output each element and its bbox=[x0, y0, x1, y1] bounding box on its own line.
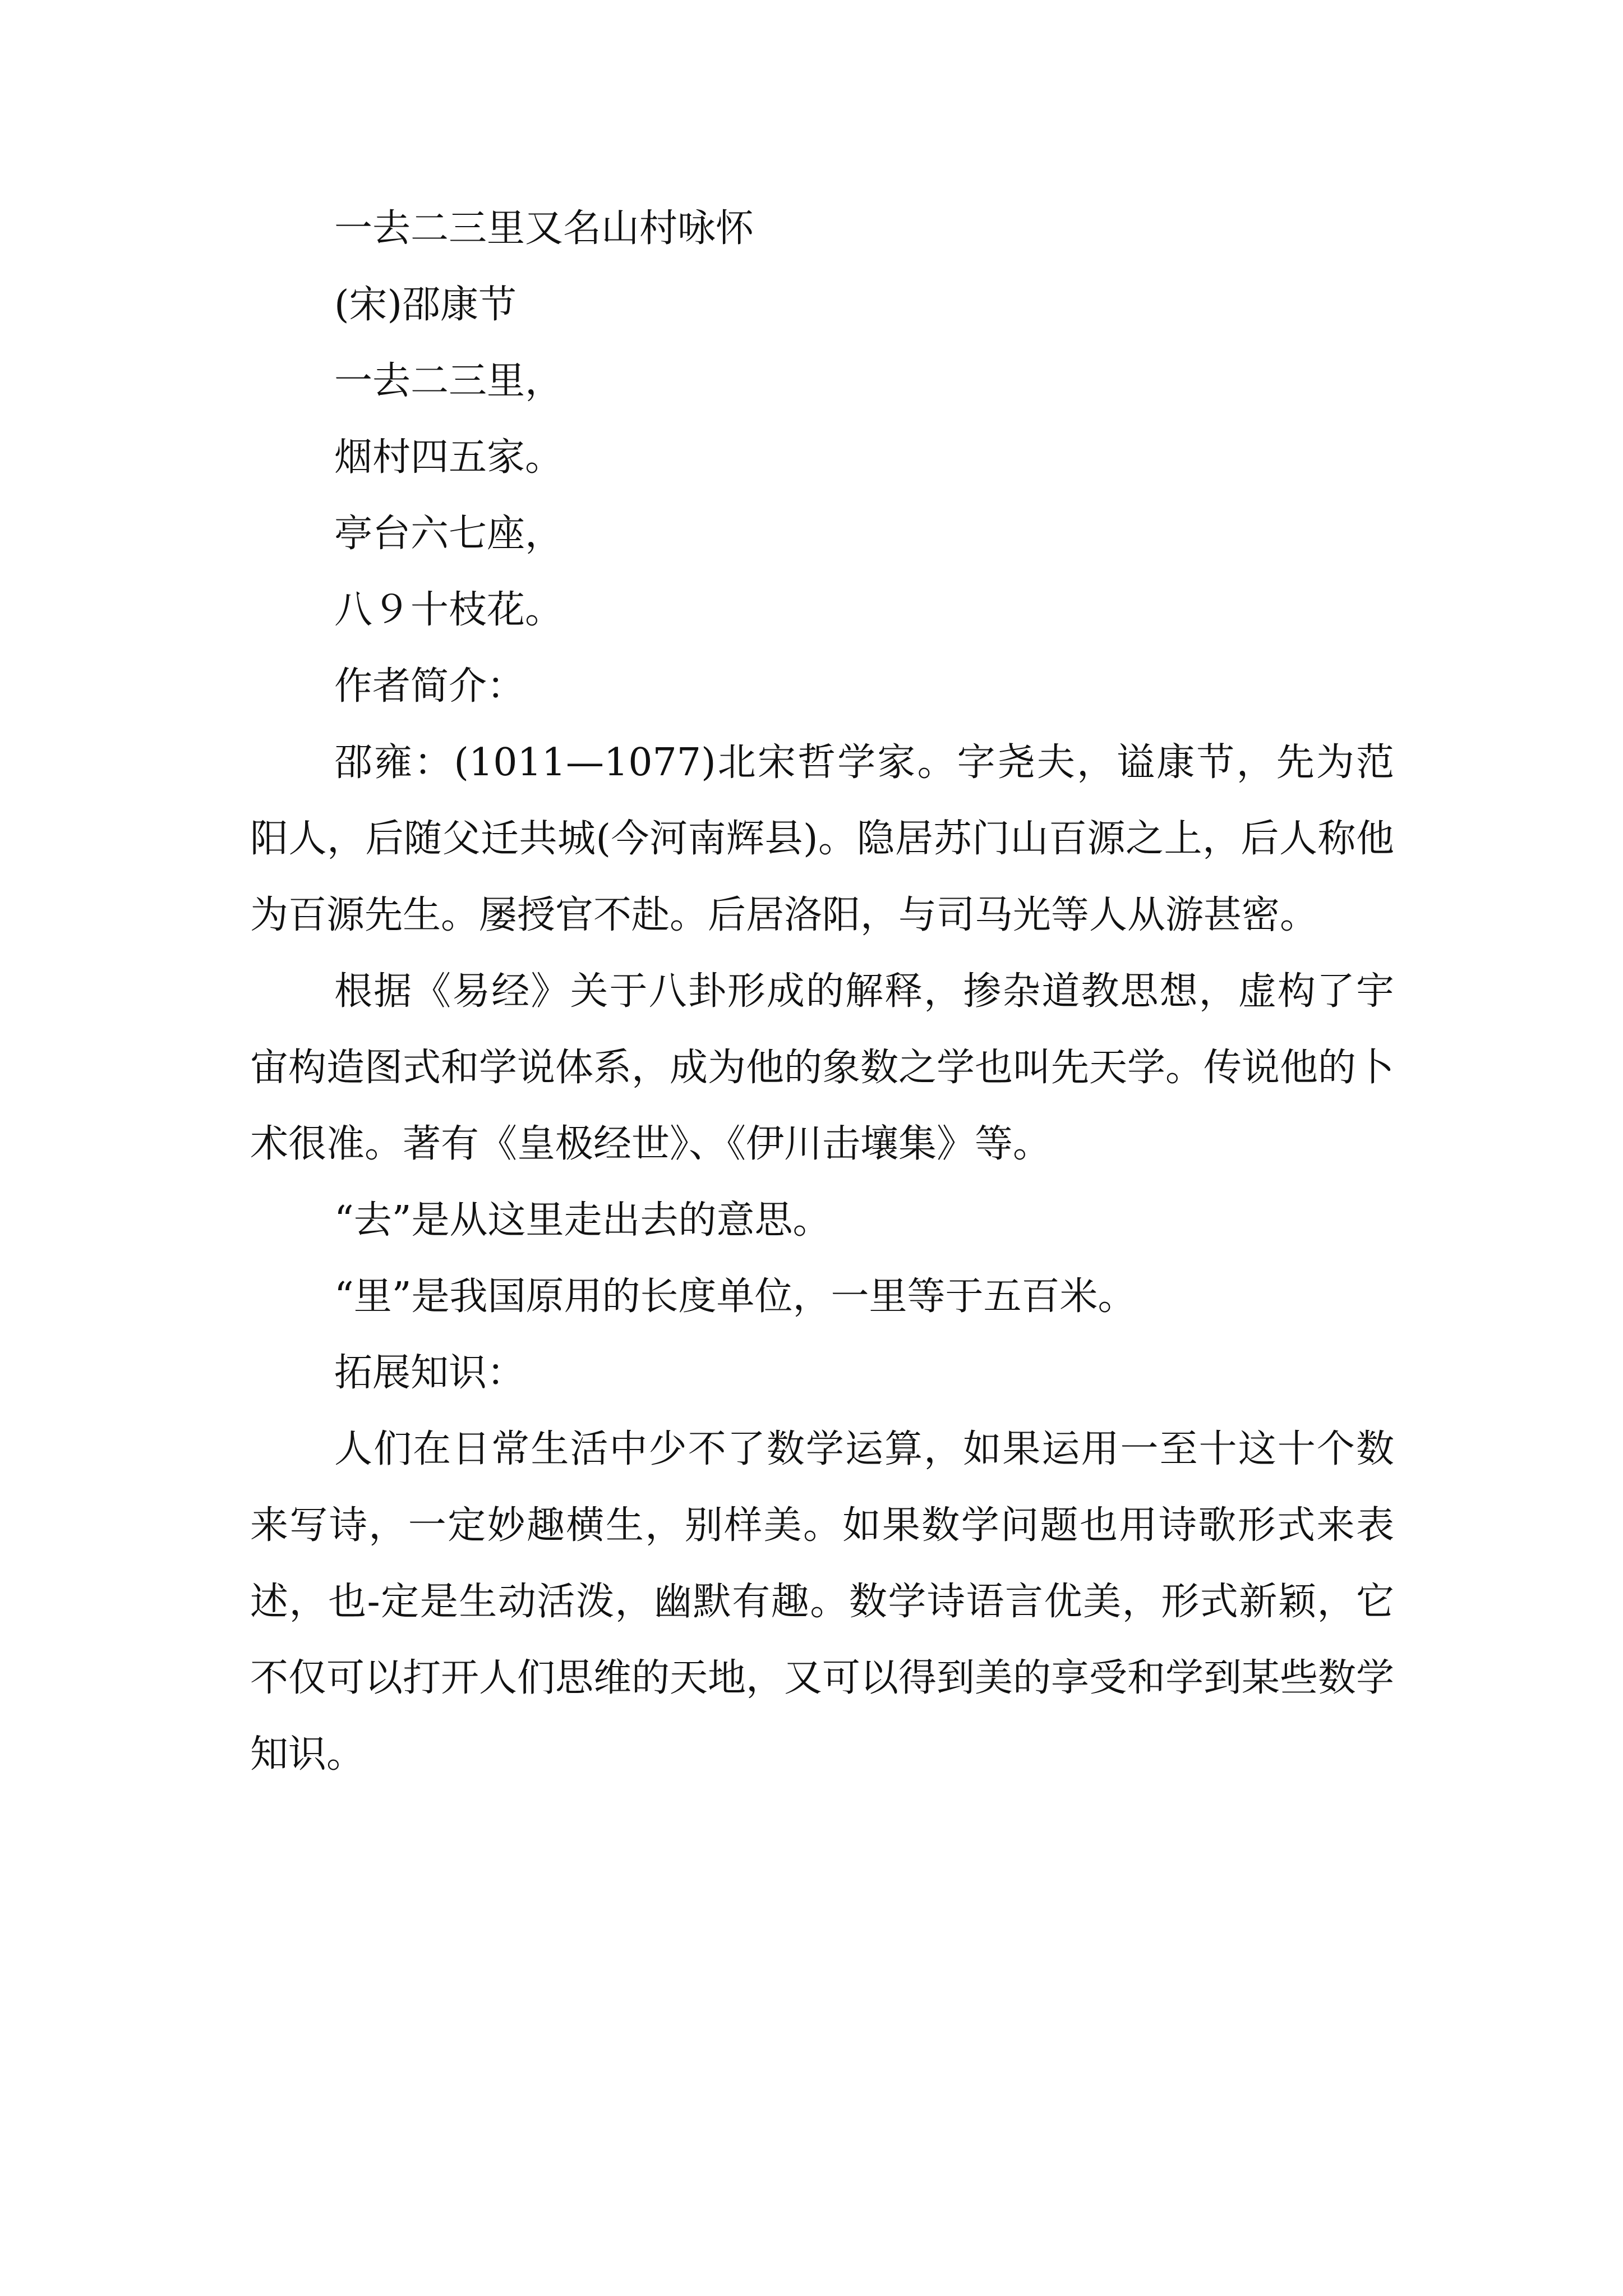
document-body bbox=[250, 191, 1394, 1793]
extension-heading: 拓展知识： bbox=[334, 1351, 525, 1395]
poem-line-1: 一去二三里， bbox=[334, 359, 564, 403]
bio-paragraph-2: 根据《易经》关于八卦形成的解释，掺杂道教思想，虚构了宇宙构造图式和学说体系，成为他的象数之学也叫先天学。传说他的卜术很准。著有《皇极经世》、《伊川击壤集》等。 bbox=[250, 969, 1395, 1166]
poem-line-2: 烟村四五家。 bbox=[334, 435, 564, 480]
bio-heading: 作者简介： bbox=[334, 664, 525, 708]
poem-line-4: 八９十枝花。 bbox=[334, 588, 564, 632]
note-li: “里”是我国原用的长度单位，一里等于五百米。 bbox=[334, 1274, 1136, 1319]
bio-paragraph-1: 邵雍：(1011—1077)北宋哲学家。字尧夫，谥康节，先为范阳人，后随父迁共城(今河南辉县)。隐居苏门山百源之上，后人称他为百源先生。屡授官不赴。后居洛阳，与司马光等人从游甚密。 bbox=[250, 740, 1394, 937]
note-qu: “去”是从这里走出去的意思。 bbox=[334, 1198, 831, 1243]
extension-paragraph: 人们在日常生活中少不了数学运算，如果运用一至十这十个数来写诗，一定妙趣横生，别样美。如果数学问题也用诗歌形式来表述，也-定是生动活泼，幽默有趣。数学诗语言优美，形式新颖，它不仅可以打开人们思维的天地，又可以得到美的享受和学到某些数学知识。 bbox=[250, 1427, 1395, 1777]
poem-title: 一去二三里又名山村咏怀 bbox=[334, 206, 754, 251]
poem-line-3: 亭台六七座， bbox=[334, 512, 564, 556]
poem-author: (宋)邵康节 bbox=[334, 283, 517, 327]
